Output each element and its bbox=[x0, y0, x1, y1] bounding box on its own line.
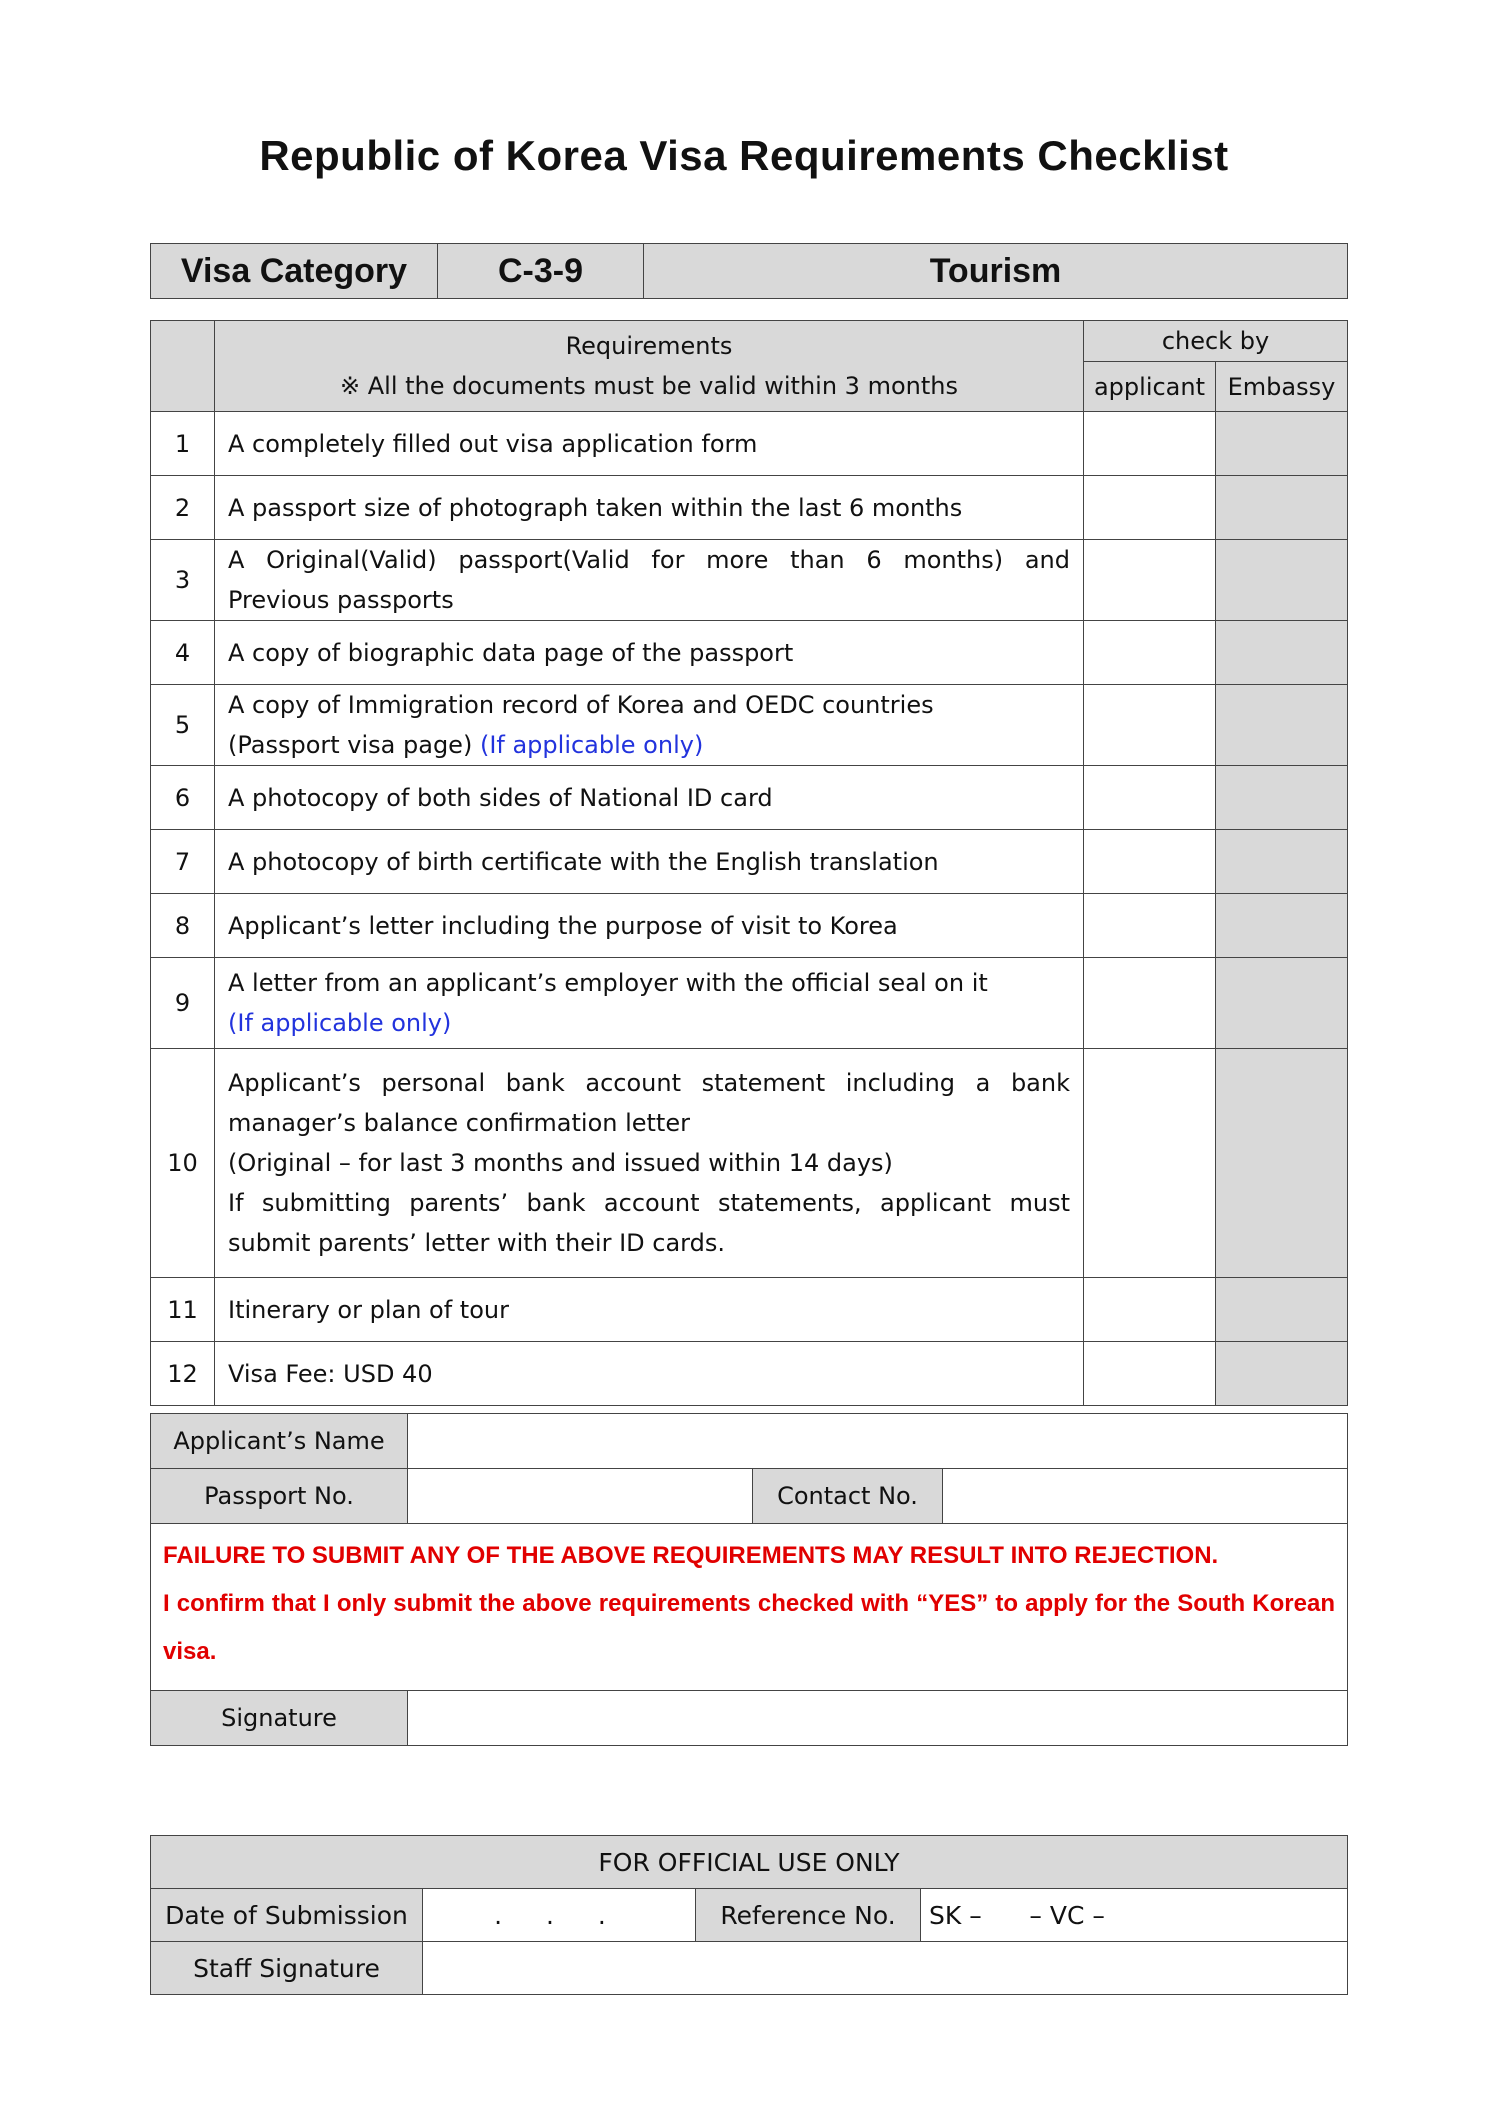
requirement-text: A photocopy of both sides of National ID card bbox=[215, 766, 1084, 830]
row-number: 10 bbox=[151, 1049, 215, 1278]
row-number: 12 bbox=[151, 1342, 215, 1406]
table-row bbox=[151, 621, 1348, 685]
row-number: 11 bbox=[151, 1278, 215, 1342]
table-row bbox=[151, 894, 1348, 958]
embassy-check-cell bbox=[1216, 621, 1348, 685]
requirement-text: A copy of Immigration record of Korea and OEDC countries (Passport visa page) (If applicable only) bbox=[215, 685, 1084, 766]
applicant-name-label: Applicant’s Name bbox=[151, 1414, 408, 1469]
requirement-text: A letter from an applicant’s employer with the official seal on it (If applicable only) bbox=[215, 958, 1084, 1049]
applicant-check-cell[interactable] bbox=[1084, 621, 1216, 685]
row-number: 7 bbox=[151, 830, 215, 894]
row-number: 6 bbox=[151, 766, 215, 830]
row-number: 5 bbox=[151, 685, 215, 766]
row-number: 2 bbox=[151, 476, 215, 540]
table-row bbox=[151, 1342, 1348, 1406]
visa-category-name: Tourism bbox=[644, 244, 1348, 299]
confirmation-statement: I confirm that I only submit the above requirements checked with “YES” to apply for the South Korean visa. bbox=[163, 1590, 1335, 1665]
visa-category-table bbox=[150, 243, 1348, 299]
applicant-column-header: applicant bbox=[1084, 362, 1216, 412]
table-row bbox=[151, 476, 1348, 540]
applicant-check-cell[interactable] bbox=[1084, 476, 1216, 540]
warning-box bbox=[151, 1524, 1348, 1691]
requirement-text: A photocopy of birth certificate with the English translation bbox=[215, 830, 1084, 894]
table-row bbox=[151, 540, 1348, 621]
applicant-check-cell[interactable] bbox=[1084, 1049, 1216, 1278]
requirement-text: Applicant’s letter including the purpose of visit to Korea bbox=[215, 894, 1084, 958]
passport-no-label: Passport No. bbox=[151, 1469, 408, 1524]
applicant-form bbox=[150, 1413, 1348, 1746]
requirement-text: A completely filled out visa application form bbox=[215, 412, 1084, 476]
row-number: 9 bbox=[151, 958, 215, 1049]
applicant-name-field[interactable] bbox=[408, 1414, 1348, 1469]
applicant-check-cell[interactable] bbox=[1084, 958, 1216, 1049]
applicable-note: (If applicable only) bbox=[479, 731, 704, 759]
embassy-check-cell bbox=[1216, 476, 1348, 540]
embassy-check-cell bbox=[1216, 1049, 1348, 1278]
row-number: 3 bbox=[151, 540, 215, 621]
number-header bbox=[151, 321, 215, 412]
embassy-check-cell bbox=[1216, 830, 1348, 894]
applicant-check-cell[interactable] bbox=[1084, 1278, 1216, 1342]
requirements-header bbox=[215, 321, 1084, 412]
official-use-table bbox=[150, 1835, 1348, 1995]
row-number: 4 bbox=[151, 621, 215, 685]
table-row bbox=[151, 766, 1348, 830]
date-of-submission-field[interactable]: . . . bbox=[423, 1889, 696, 1942]
contact-no-field[interactable] bbox=[943, 1469, 1348, 1524]
signature-label: Signature bbox=[151, 1691, 408, 1746]
embassy-check-cell bbox=[1216, 1342, 1348, 1406]
reference-no-field[interactable]: SK – – VC – bbox=[921, 1889, 1348, 1942]
embassy-check-cell bbox=[1216, 412, 1348, 476]
row-number: 8 bbox=[151, 894, 215, 958]
date-of-submission-label: Date of Submission bbox=[151, 1889, 423, 1942]
requirements-table bbox=[150, 320, 1348, 1406]
table-row bbox=[151, 1049, 1348, 1278]
signature-field[interactable] bbox=[408, 1691, 1348, 1746]
requirement-text: Itinerary or plan of tour bbox=[215, 1278, 1084, 1342]
visa-category-label: Visa Category bbox=[151, 244, 438, 299]
staff-signature-field[interactable] bbox=[423, 1942, 1348, 1995]
applicant-check-cell[interactable] bbox=[1084, 685, 1216, 766]
embassy-check-cell bbox=[1216, 540, 1348, 621]
page-title: Republic of Korea Visa Requirements Checklist bbox=[259, 132, 1229, 179]
applicant-check-cell[interactable] bbox=[1084, 1342, 1216, 1406]
check-by-header: check by bbox=[1084, 321, 1348, 362]
table-row bbox=[151, 1278, 1348, 1342]
reference-no-label: Reference No. bbox=[696, 1889, 921, 1942]
requirements-title: Requirements bbox=[565, 332, 733, 360]
table-row bbox=[151, 685, 1348, 766]
embassy-check-cell bbox=[1216, 894, 1348, 958]
requirement-text: A Original(Valid) passport(Valid for more than 6 months) and Previous passports bbox=[215, 540, 1084, 621]
requirement-text: A passport size of photograph taken within the last 6 months bbox=[215, 476, 1084, 540]
embassy-check-cell bbox=[1216, 958, 1348, 1049]
applicant-check-cell[interactable] bbox=[1084, 894, 1216, 958]
visa-category-code: C-3-9 bbox=[438, 244, 644, 299]
requirements-note: ※ All the documents must be valid within 3 months bbox=[340, 372, 958, 400]
embassy-check-cell bbox=[1216, 685, 1348, 766]
rejection-warning: FAILURE TO SUBMIT ANY OF THE ABOVE REQUIREMENTS MAY RESULT INTO REJECTION. bbox=[163, 1542, 1219, 1569]
official-use-header: FOR OFFICIAL USE ONLY bbox=[151, 1836, 1348, 1889]
applicant-check-cell[interactable] bbox=[1084, 412, 1216, 476]
contact-no-label: Contact No. bbox=[753, 1469, 943, 1524]
requirement-text: Visa Fee: USD 40 bbox=[215, 1342, 1084, 1406]
requirement-text: A copy of biographic data page of the passport bbox=[215, 621, 1084, 685]
embassy-check-cell bbox=[1216, 1278, 1348, 1342]
requirement-text: Applicant’s personal bank account statement including a bank manager’s balance confirmation letter (Original – for last 3 months and issued within 14 days) If submitting parents’ bank account statements, applicant must submit parents’ letter with their ID cards. bbox=[215, 1049, 1084, 1278]
table-row bbox=[151, 958, 1348, 1049]
applicant-check-cell[interactable] bbox=[1084, 766, 1216, 830]
applicant-check-cell[interactable] bbox=[1084, 540, 1216, 621]
embassy-column-header: Embassy bbox=[1216, 362, 1348, 412]
table-row bbox=[151, 830, 1348, 894]
applicable-note: (If applicable only) bbox=[228, 1009, 452, 1037]
staff-signature-label: Staff Signature bbox=[151, 1942, 423, 1995]
table-row bbox=[151, 412, 1348, 476]
row-number: 1 bbox=[151, 412, 215, 476]
passport-no-field[interactable] bbox=[408, 1469, 753, 1524]
embassy-check-cell bbox=[1216, 766, 1348, 830]
applicant-check-cell[interactable] bbox=[1084, 830, 1216, 894]
